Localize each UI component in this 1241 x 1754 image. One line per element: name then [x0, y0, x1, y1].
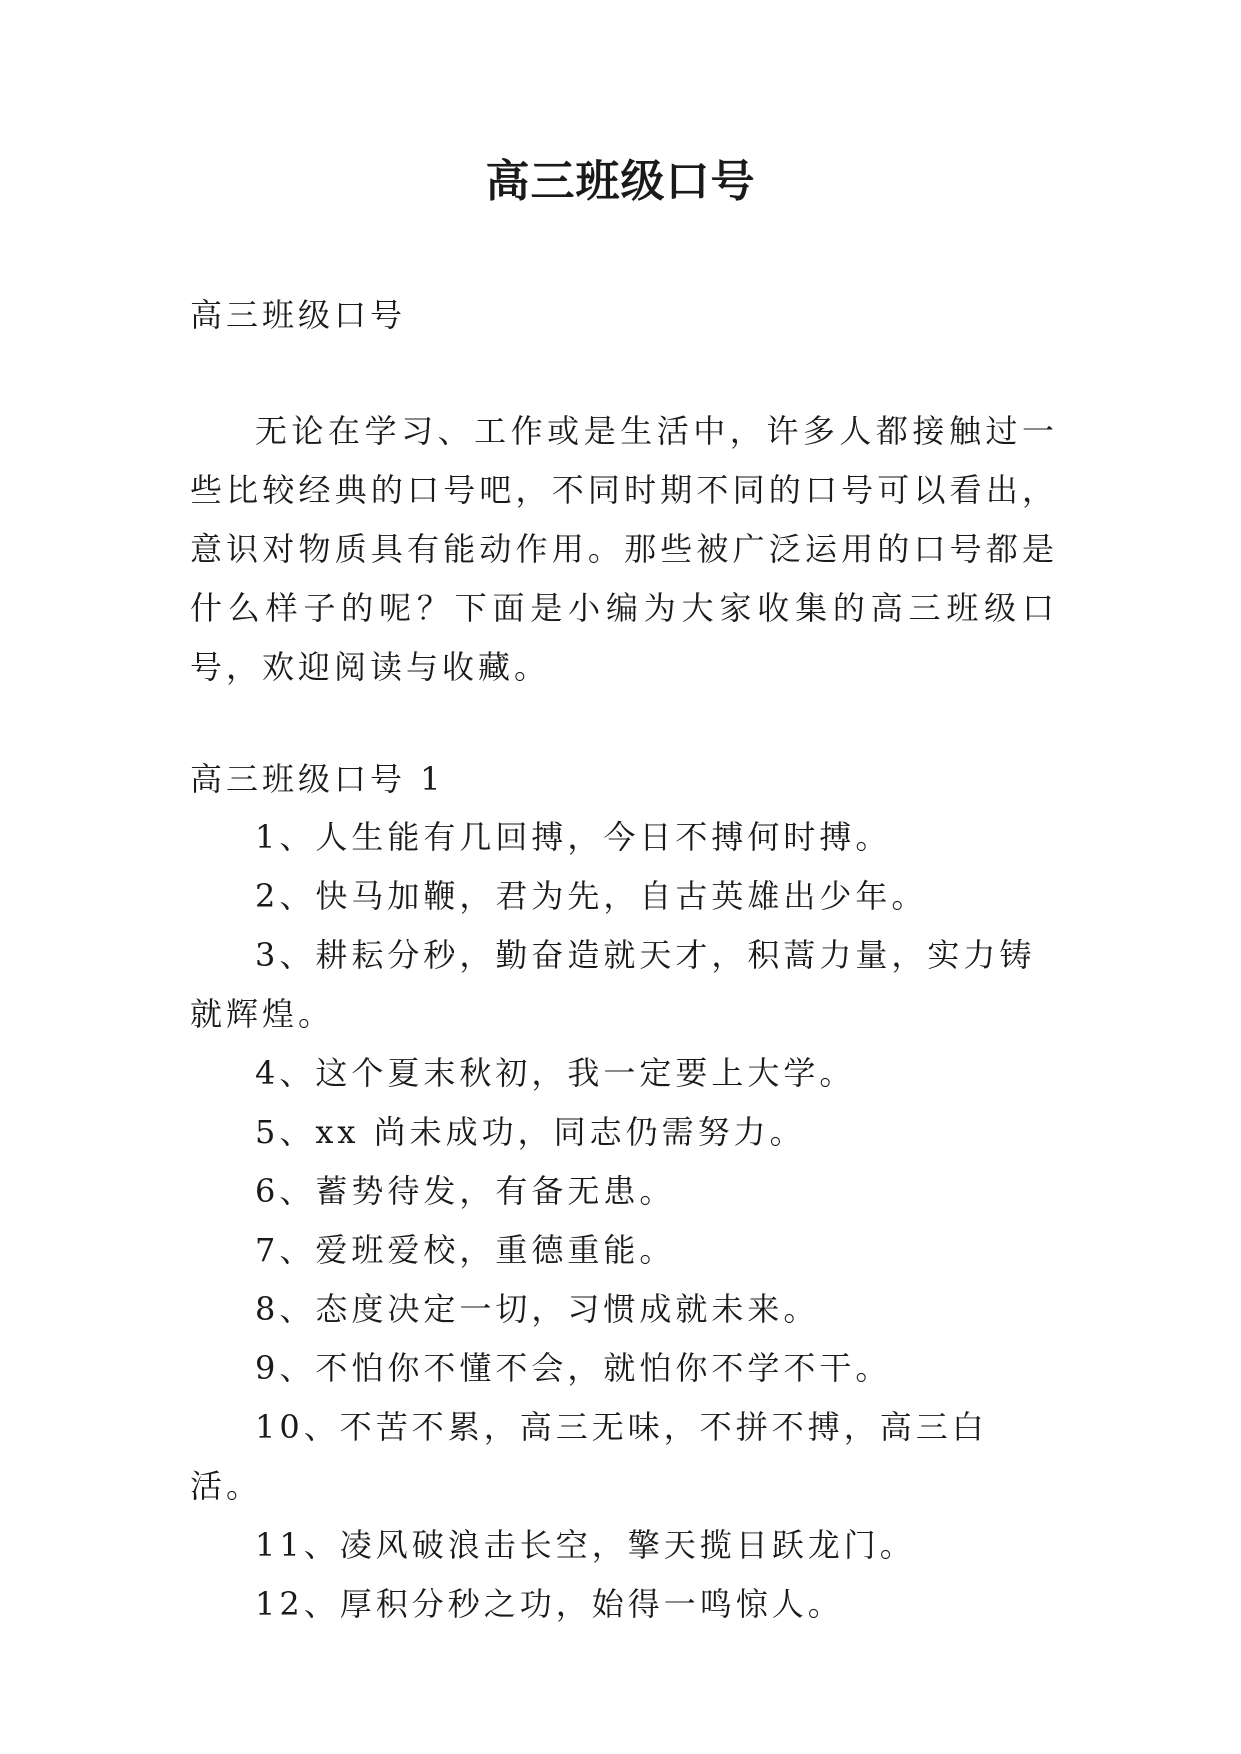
section-heading: 高三班级口号 1	[190, 760, 445, 798]
document-subtitle: 高三班级口号	[190, 296, 407, 334]
slogan-item: 8、态度决定一切，习惯成就未来。	[255, 1290, 820, 1328]
slogan-item: 5、xx 尚未成功，同志仍需努力。	[255, 1113, 806, 1151]
slogan-item: 2、快马加鞭，君为先，自古英雄出少年。	[255, 877, 928, 915]
slogan-list	[190, 808, 1058, 1634]
slogan-item: 6、蓄势待发，有备无患。	[255, 1172, 676, 1210]
slogan-item: 7、爱班爱校，重德重能。	[255, 1231, 676, 1269]
slogan-item: 1、人生能有几回搏，今日不搏何时搏。	[255, 818, 892, 856]
slogan-item: 4、这个夏末秋初，我一定要上大学。	[255, 1054, 856, 1092]
slogan-item: 10、不苦不累，高三无味，不拼不搏，高三白活。	[190, 1408, 988, 1505]
slogan-item: 9、不怕你不懂不会，就怕你不学不干。	[255, 1349, 892, 1387]
intro-paragraph: 无论在学习、工作或是生活中，许多人都接触过一些比较经典的口号吧，不同时期不同的口号可以看出，意识对物质具有能动作用。那些被广泛运用的口号都是什么样子的呢？下面是小编为大家收集的高三班级口号，欢迎阅读与收藏。	[190, 412, 1058, 686]
slogan-item: 11、凌风破浪击长空，擎天揽日跃龙门。	[255, 1526, 916, 1564]
slogan-item: 12、厚积分秒之功，始得一鸣惊人。	[255, 1585, 844, 1623]
document-title: 高三班级口号	[485, 156, 756, 207]
slogan-item: 3、耕耘分秒，勤奋造就天才，积蒿力量，实力铸就辉煌。	[190, 936, 1036, 1033]
